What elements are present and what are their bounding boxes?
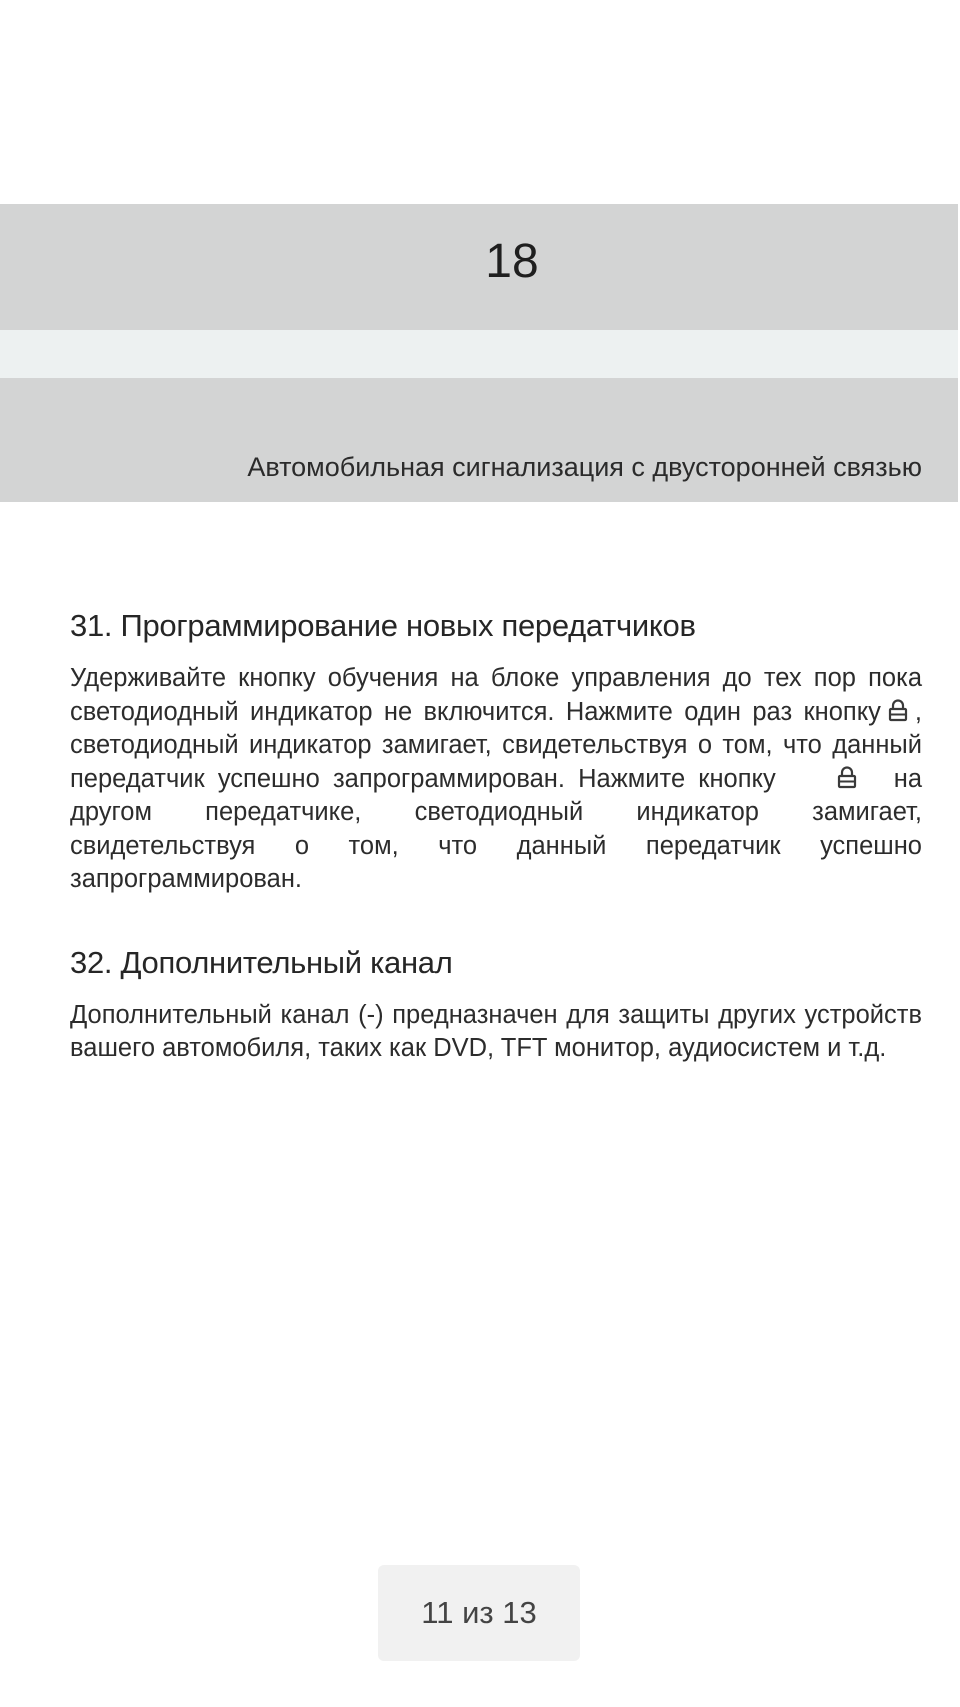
page-number-band <box>0 204 958 330</box>
body-text-part: , светодиодный индикатор замигает, свидетельствуя о том, что данный передатчик успешно запрограммирован. Нажмите кнопку <box>70 697 922 793</box>
running-title: Автомобильная сигнализация с двусторонней связью <box>247 452 922 482</box>
body-text-part: на другом передатчике, светодиодный индикатор замигает, свидетельствуя о том, что данный передатчик успешно запрограммирован. <box>70 764 922 893</box>
section-body <box>70 662 922 897</box>
lock-icon <box>887 698 909 722</box>
running-header-band <box>0 378 958 502</box>
page-indicator[interactable]: 11 из 13 <box>378 1565 580 1661</box>
section-title: 31. Программирование новых передатчиков <box>70 608 696 643</box>
section-programming-transmitters <box>70 608 922 897</box>
body-text-part: Удерживайте кнопку обучения на блоке управления до тех пор пока светодиодный индикатор не включится. Нажмите один раз кнопку <box>70 664 922 726</box>
page-number: 18 <box>485 235 539 288</box>
header-divider-band <box>0 330 958 378</box>
section-title: 32. Дополнительный канал <box>70 944 453 980</box>
page-content <box>70 608 922 1066</box>
section-additional-channel <box>70 945 922 1066</box>
lock-icon <box>836 765 858 789</box>
section-body: Дополнительный канал (-) предназначен для защиты других устройств вашего автомобиля, таких как DVD, TFT монитор, аудиосистем и т.д. <box>70 1000 922 1062</box>
